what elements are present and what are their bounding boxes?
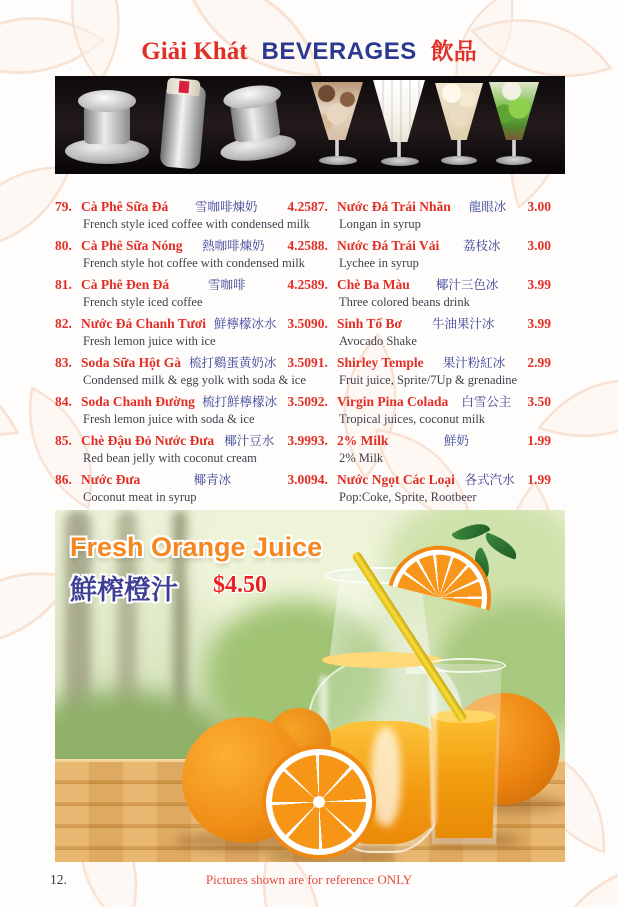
menu-item xyxy=(55,392,311,427)
item-name-vietnamese: Soda Chanh Đường xyxy=(81,394,195,409)
item-name-vietnamese: Nước Ngọt Các Loại xyxy=(337,472,455,487)
item-price: 3.00 xyxy=(287,472,311,487)
item-number: 90. xyxy=(311,316,328,331)
item-name-vietnamese: 2% Milk xyxy=(337,433,389,448)
title-chinese: 飲品 xyxy=(430,39,477,65)
page-number: 12. xyxy=(50,872,67,887)
juice-glass xyxy=(423,660,505,844)
item-name-vietnamese: Cà Phê Sữa Đá xyxy=(81,199,169,214)
item-name-chinese: 雪咖啡煉奶 xyxy=(195,199,258,214)
item-name-vietnamese: Nước Đưa xyxy=(81,472,141,487)
menu-item xyxy=(55,353,311,388)
item-number: 94. xyxy=(311,472,328,487)
menu-column-left xyxy=(55,197,311,509)
orange-juice-promo-photo xyxy=(55,510,565,862)
menu-item xyxy=(311,470,551,505)
menu-item xyxy=(311,353,551,388)
item-name-vietnamese: Sinh Tố Bơ xyxy=(337,316,403,331)
menu-item xyxy=(311,431,551,466)
item-price: 3.99 xyxy=(527,316,551,331)
item-price: 2.99 xyxy=(527,355,551,370)
item-number: 86. xyxy=(55,472,72,487)
menu-item xyxy=(311,197,551,232)
beverage-menu xyxy=(55,197,551,509)
item-number: 87. xyxy=(311,199,328,214)
item-description: Condensed milk & egg yolk with soda & ice xyxy=(83,373,306,387)
item-name-chinese: 椰汁豆水 xyxy=(224,433,275,448)
item-name-chinese: 雪咖啡 xyxy=(207,277,246,292)
item-description: Avocado Shake xyxy=(339,334,417,348)
item-price: 3.99 xyxy=(287,433,311,448)
item-name-chinese: 白雪公主 xyxy=(461,394,512,409)
item-price: 3.00 xyxy=(527,238,551,253)
item-description: Red bean jelly with coconut cream xyxy=(83,451,257,465)
item-number: 81. xyxy=(55,277,72,292)
item-description: Fruit juice, Sprite/7Up & grenadine xyxy=(339,373,518,387)
item-description: Fresh lemon juice with ice xyxy=(83,334,216,348)
item-name-chinese: 鮮奶 xyxy=(443,433,469,448)
item-price: 3.50 xyxy=(287,394,311,409)
item-description: Tropical juices, coconut milk xyxy=(339,412,486,426)
item-name-vietnamese: Virgin Pina Colada xyxy=(337,394,449,409)
menu-item xyxy=(55,275,311,310)
menu-column-right xyxy=(311,197,551,509)
item-name-vietnamese: Shirley Temple xyxy=(337,355,424,370)
item-name-chinese: 椰青冰 xyxy=(193,472,232,487)
menu-item xyxy=(55,314,311,349)
menu-item xyxy=(55,236,311,271)
item-description: Three colored beans drink xyxy=(339,295,470,309)
item-number: 89. xyxy=(311,277,328,292)
promo-title-chinese: 鮮榨橙汁 xyxy=(70,575,178,606)
item-description: 2% Milk xyxy=(339,451,384,465)
item-name-chinese: 荔枝冰 xyxy=(463,238,501,253)
halved-orange xyxy=(262,745,376,859)
item-number: 92. xyxy=(311,394,328,409)
item-name-vietnamese: Nước Đá Trái Nhãn xyxy=(337,199,451,214)
item-description: Lychee in syrup xyxy=(339,256,419,270)
item-price: 4.25 xyxy=(287,199,311,214)
item-price: 1.99 xyxy=(527,472,551,487)
item-name-vietnamese: Cà Phê Đen Đá xyxy=(81,277,170,292)
item-name-vietnamese: Chè Ba Màu xyxy=(337,277,410,292)
menu-item xyxy=(55,470,311,505)
item-price: 3.50 xyxy=(287,355,311,370)
footer-note: Pictures shown are for reference ONLY xyxy=(205,872,413,887)
item-number: 88. xyxy=(311,238,328,253)
item-name-chinese: 梳打鷄蛋黄奶冰 xyxy=(188,355,277,370)
item-price: 4.25 xyxy=(287,238,311,253)
item-description: Fresh lemon juice with soda & ice xyxy=(83,412,255,426)
promo-title-english: Fresh Orange Juice xyxy=(70,532,323,562)
item-number: 91. xyxy=(311,355,328,370)
page-title xyxy=(0,30,618,67)
phin-coffee-filter-tilted-icon xyxy=(209,76,302,174)
item-name-chinese: 鮮檸檬冰水 xyxy=(213,316,277,331)
title-vietnamese: Giải Khát xyxy=(141,38,248,65)
item-price: 3.00 xyxy=(527,199,551,214)
item-name-vietnamese: Nước Đá Chanh Tươi xyxy=(81,316,207,331)
item-name-vietnamese: Chè Đậu Đỏ Nước Đưa xyxy=(81,433,215,448)
item-name-chinese: 梳打鮮檸檬冰 xyxy=(202,394,278,409)
item-number: 82. xyxy=(55,316,72,331)
menu-item xyxy=(311,275,551,310)
item-name-vietnamese: Nước Đá Trái Vải xyxy=(337,238,440,253)
item-number: 85. xyxy=(55,433,72,448)
item-name-chinese: 牛油果汁冰 xyxy=(431,316,495,331)
menu-item xyxy=(311,392,551,427)
item-price: 4.25 xyxy=(287,277,311,292)
item-description: French style hot coffee with condensed milk xyxy=(83,256,305,270)
item-price: 1.99 xyxy=(527,433,551,448)
title-english: BEVERAGES xyxy=(261,38,417,65)
item-description: Pop:Coke, Sprite, Rootbeer xyxy=(339,490,477,504)
item-description: Longan in syrup xyxy=(339,217,421,231)
item-number: 79. xyxy=(55,199,72,214)
item-description: French style iced coffee xyxy=(83,295,203,309)
menu-item xyxy=(311,314,551,349)
menu-item xyxy=(55,431,311,466)
item-description: French style iced coffee with condensed milk xyxy=(83,217,310,231)
item-name-chinese: 椰汁三色冰 xyxy=(435,277,499,292)
menu-item xyxy=(311,236,551,271)
item-number: 83. xyxy=(55,355,72,370)
item-price: 3.50 xyxy=(527,394,551,409)
item-name-vietnamese: Cà Phê Sữa Nóng xyxy=(81,238,183,253)
promo-price: $4.50 xyxy=(213,572,267,598)
item-price: 3.99 xyxy=(527,277,551,292)
drinks-photo-strip xyxy=(55,76,565,174)
item-name-vietnamese: Soda Sữa Hột Gà xyxy=(81,355,181,370)
item-description: Coconut meat in syrup xyxy=(83,490,197,504)
item-number: 80. xyxy=(55,238,72,253)
item-name-chinese: 龍眼冰 xyxy=(468,199,507,214)
item-price: 3.50 xyxy=(287,316,311,331)
page-footer xyxy=(0,872,618,888)
menu-item xyxy=(55,197,311,232)
item-name-chinese: 各式汽水 xyxy=(464,472,515,487)
item-number: 93. xyxy=(311,433,328,448)
item-name-chinese: 果汁粉紅冰 xyxy=(442,355,506,370)
item-name-chinese: 熱咖啡煉奶 xyxy=(202,238,265,253)
item-number: 84. xyxy=(55,394,72,409)
